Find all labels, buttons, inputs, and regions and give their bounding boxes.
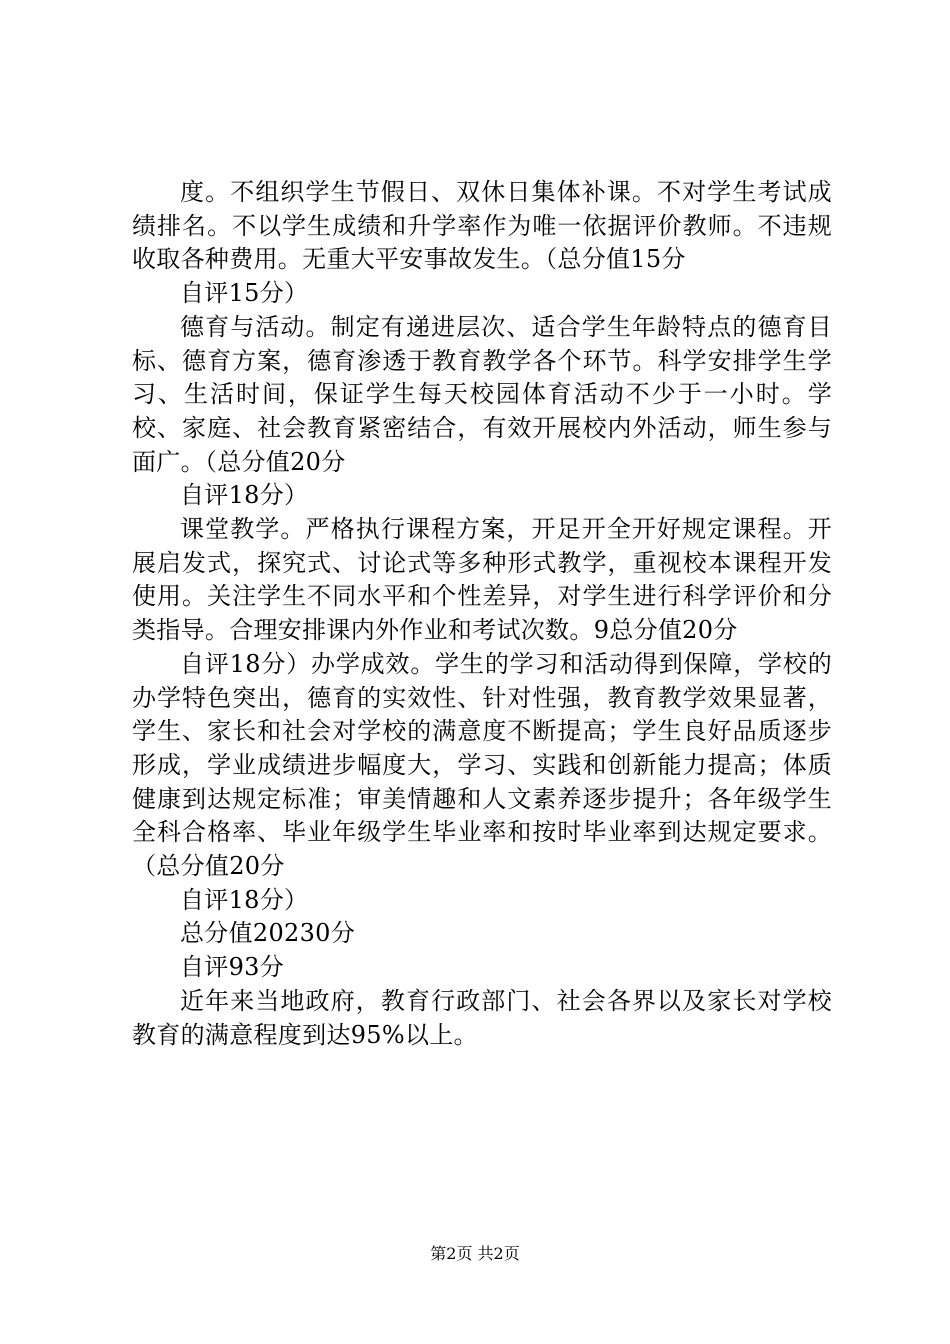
paragraph-moral-education: 德育与活动。制定有递进层次、适合学生年龄特点的德育目标、德育方案，德育渗透于教育教学各个环节。科学安排学生学习、生活时间，保证学生每天校园体育活动不少于一小时。学校、家庭、社会教育紧密结合，有效开展校内外活动，师生参与面广。（总分值20分 xyxy=(132,312,832,476)
page-footer: 第2页 共2页 xyxy=(430,1244,520,1263)
self-score-line: 自评15分） xyxy=(180,279,309,308)
paragraph-school-results: 自评18分）办学成效。学生的学习和活动得到保障，学校的办学特色突出，德育的实效性、针对性强，教育教学效果显著，学生、家长和社会对学校的满意度不断提高；学生良好品质逐步形成，学业成绩进步幅度大，学习、实践和创新能力提高；体质健康到达规定标准；审美情趣和人文素养逐步提升；各年级学生全科合格率、毕业年级学生毕业率和按时毕业率到达规定要求。（总分值20分 xyxy=(132,649,832,881)
paragraph-classroom-teaching: 课堂教学。严格执行课程方案，开足开全开好规定课程。开展启发式，探究式、讨论式等多种形式教学，重视校本课程开发使用。关注学生不同水平和个性差异，对学生进行科学评价和分类指导。合理安排课内外作业和考试次数。9总分值20分 xyxy=(132,515,832,645)
total-self-score-line: 自评93分 xyxy=(180,953,285,982)
paragraph-discipline: 度。不组织学生节假日、双休日集体补课。不对学生考试成绩排名。不以学生成绩和升学率作为唯一依据评价教师。不违规收取各种费用。无重大平安事故发生。（总分值15分 xyxy=(132,178,832,274)
paragraph-satisfaction: 近年来当地政府，教育行政部门、社会各界以及家长对学校教育的满意程度到达95%以上。 xyxy=(132,986,832,1049)
document-body xyxy=(132,176,832,1052)
self-score-line: 自评18分） xyxy=(180,885,309,914)
total-score-line: 总分值20230分 xyxy=(180,919,356,948)
self-score-line: 自评18分） xyxy=(180,481,309,510)
